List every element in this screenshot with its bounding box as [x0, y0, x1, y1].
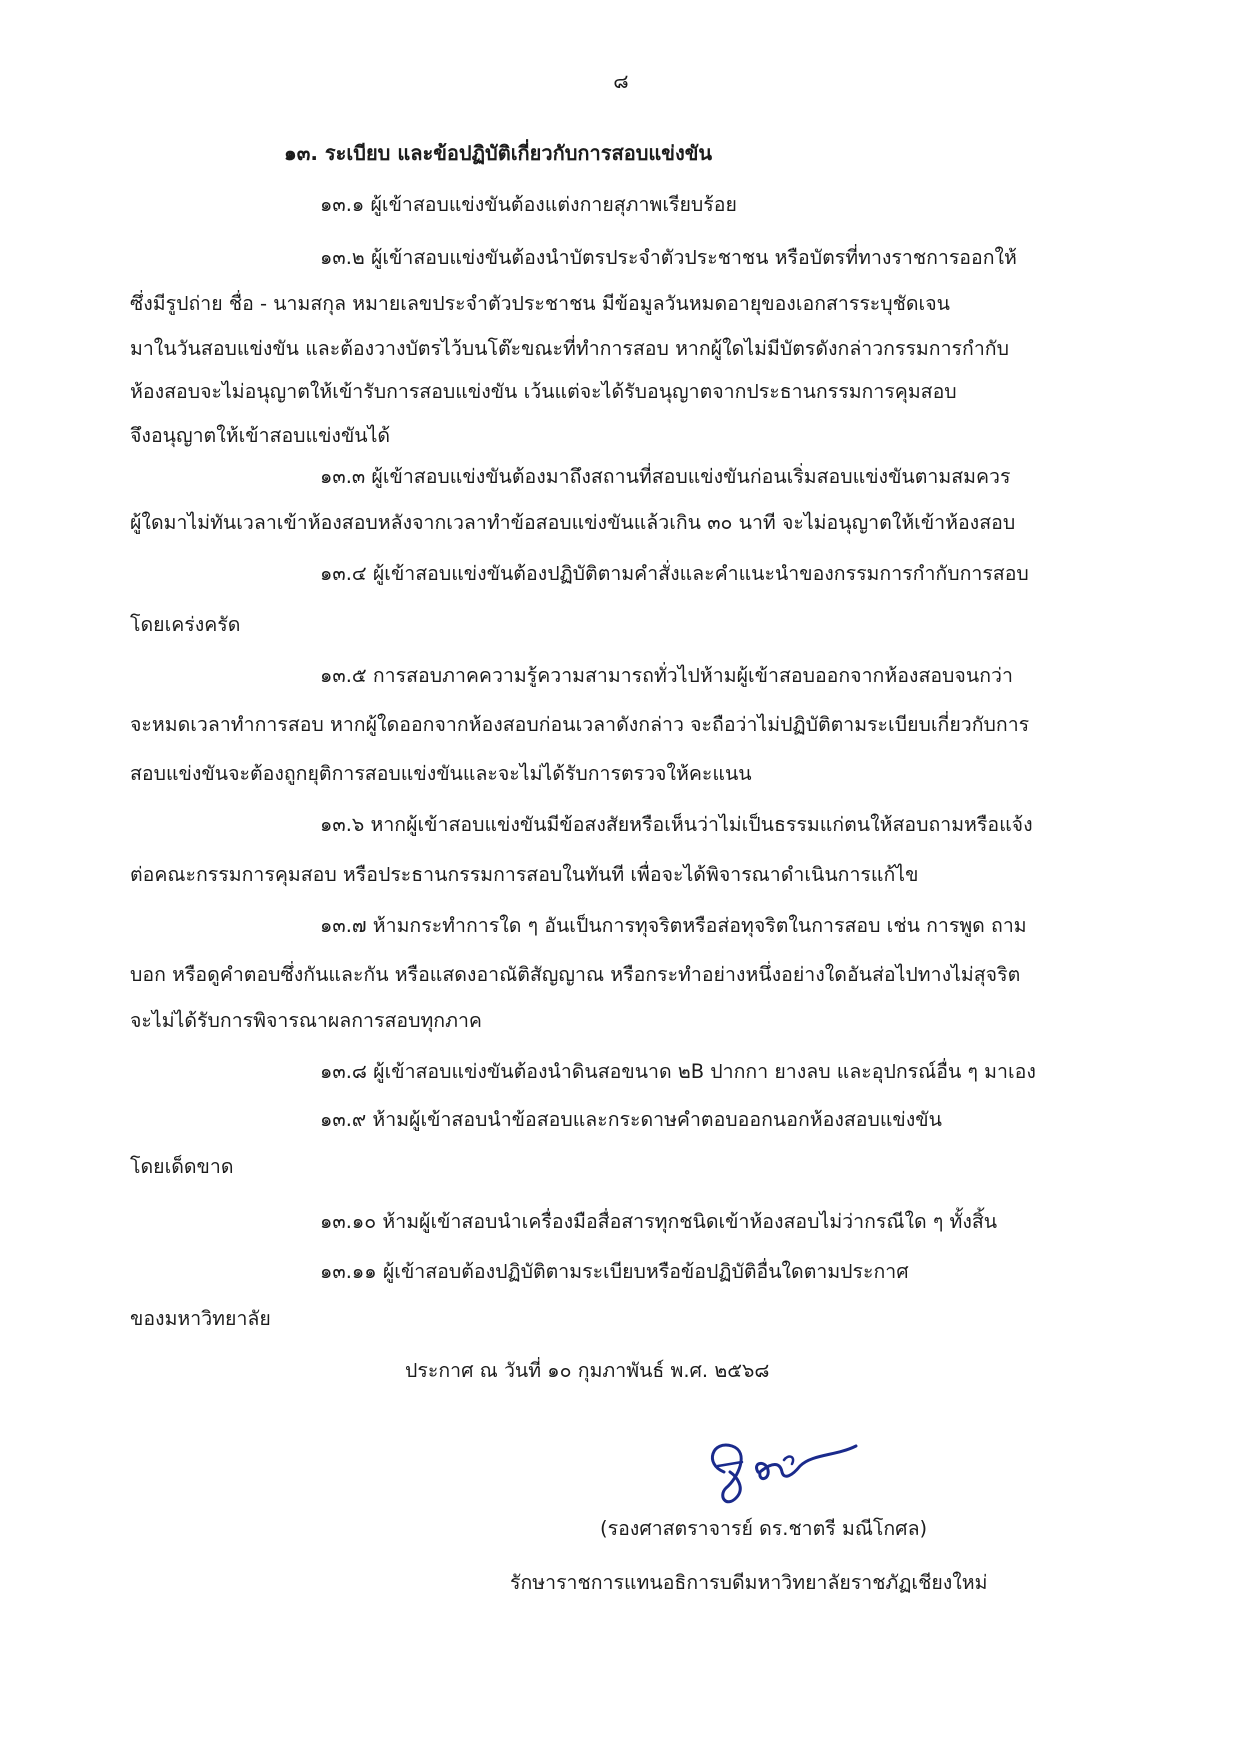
paragraph-line: ๑๓.๑ ผู้เข้าสอบแข่งขันต้องแต่งกายสุภาพเรียบร้อย [320, 193, 737, 216]
signatory-position: รักษาราชการแทนอธิการบดีมหาวิทยาลัยราชภัฏเชียงใหม่ [510, 1571, 988, 1594]
paragraph-line: ต่อคณะกรรมการคุมสอบ หรือประธานกรรมการสอบในทันที เพื่อจะได้พิจารณาดำเนินการแก้ไข [130, 863, 919, 886]
paragraph-line: จะหมดเวลาทำการสอบ หากผู้ใดออกจากห้องสอบก่อนเวลาดังกล่าว จะถือว่าไม่ปฏิบัติตามระเบียบเกี่ยวกับการ [130, 713, 1030, 736]
announcement-date: ประกาศ ณ วันที่ ๑๐ กุมภาพันธ์ พ.ศ. ๒๕๖๘ [405, 1359, 770, 1382]
paragraph-line: ซึ่งมีรูปถ่าย ชื่อ - นามสกุล หมายเลขประจำตัวประชาชน มีข้อมูลวันหมดอายุของเอกสารระบุชัดเจน [130, 292, 950, 315]
page-number: ๘ [613, 69, 629, 93]
paragraph-line: ๑๓.๗ ห้ามกระทำการใด ๆ อันเป็นการทุจริตหรือส่อทุจริตในการสอบ เช่น การพูด ถาม [320, 914, 1027, 937]
paragraph-line: ๑๓.๙ ห้ามผู้เข้าสอบนำข้อสอบและกระดาษคำตอบออกนอกห้องสอบแข่งขัน [320, 1108, 942, 1131]
signatory-name: (รองศาสตราจารย์ ดร.ชาตรี มณีโกศล) [600, 1517, 928, 1540]
paragraph-line: จึงอนุญาตให้เข้าสอบแข่งขันได้ [130, 424, 391, 447]
paragraph-line: ๑๓.๘ ผู้เข้าสอบแข่งขันต้องนำดินสอขนาด ๒B ปากกา ยางลบ และอุปกรณ์อื่น ๆ มาเอง [320, 1060, 1036, 1083]
paragraph-line: มาในวันสอบแข่งขัน และต้องวางบัตรไว้บนโต๊ะขณะที่ทำการสอบ หากผู้ใดไม่มีบัตรดังกล่าวกรรมการกำกับ [130, 337, 1009, 360]
paragraph-line: ๑๓.๑๐ ห้ามผู้เข้าสอบนำเครื่องมือสื่อสารทุกชนิดเข้าห้องสอบไม่ว่ากรณีใด ๆ ทั้งสิ้น [320, 1210, 998, 1233]
paragraph-line: ๑๓.๕ การสอบภาคความรู้ความสามารถทั่วไปห้ามผู้เข้าสอบออกจากห้องสอบจนกว่า [320, 664, 1013, 687]
paragraph-line: บอก หรือดูคำตอบซึ่งกันและกัน หรือแสดงอาณัติสัญญาณ หรือกระทำอย่างหนึ่งอย่างใดอันส่อไปทางไม่สุจริต [130, 963, 1021, 986]
paragraph-line: ๑๓.๔ ผู้เข้าสอบแข่งขันต้องปฏิบัติตามคำสั่งและคำแนะนำของกรรมการกำกับการสอบ [320, 562, 1029, 585]
paragraph-line: ๑๓.๖ หากผู้เข้าสอบแข่งขันมีข้อสงสัยหรือเห็นว่าไม่เป็นธรรมแก่ตนให้สอบถามหรือแจ้ง [320, 813, 1033, 836]
paragraph-line: สอบแข่งขันจะต้องถูกยุติการสอบแข่งขันและจะไม่ได้รับการตรวจให้คะแนน [130, 762, 752, 785]
paragraph-line: ๑๓.๒ ผู้เข้าสอบแข่งขันต้องนำบัตรประจำตัวประชาชน หรือบัตรที่ทางราชการออกให้ [320, 246, 1017, 269]
paragraph-line: จะไม่ได้รับการพิจารณาผลการสอบทุกภาค [130, 1009, 482, 1032]
paragraph-line: ผู้ใดมาไม่ทันเวลาเข้าห้องสอบหลังจากเวลาทำข้อสอบแข่งขันแล้วเกิน ๓๐ นาที จะไม่อนุญาตให้เข้าห้องสอบ [130, 511, 1016, 534]
paragraph-line: โดยเด็ดขาด [130, 1155, 234, 1178]
paragraph-line: ของมหาวิทยาลัย [130, 1307, 271, 1330]
paragraph-line: ๑๓.๑๑ ผู้เข้าสอบต้องปฏิบัติตามระเบียบหรือข้อปฏิบัติอื่นใดตามประกาศ [320, 1260, 909, 1283]
paragraph-line: โดยเคร่งครัด [130, 613, 241, 636]
paragraph-line: ห้องสอบจะไม่อนุญาตให้เข้ารับการสอบแข่งขัน เว้นแต่จะได้รับอนุญาตจากประธานกรรมการคุมสอบ [130, 380, 957, 403]
paragraph-line: ๑๓.๓ ผู้เข้าสอบแข่งขันต้องมาถึงสถานที่สอบแข่งขันก่อนเริ่มสอบแข่งขันตามสมควร [320, 465, 1011, 488]
section-heading: ๑๓. ระเบียบ และข้อปฏิบัติเกี่ยวกับการสอบแข่งขัน [284, 141, 713, 165]
signature-mark [696, 1432, 866, 1522]
